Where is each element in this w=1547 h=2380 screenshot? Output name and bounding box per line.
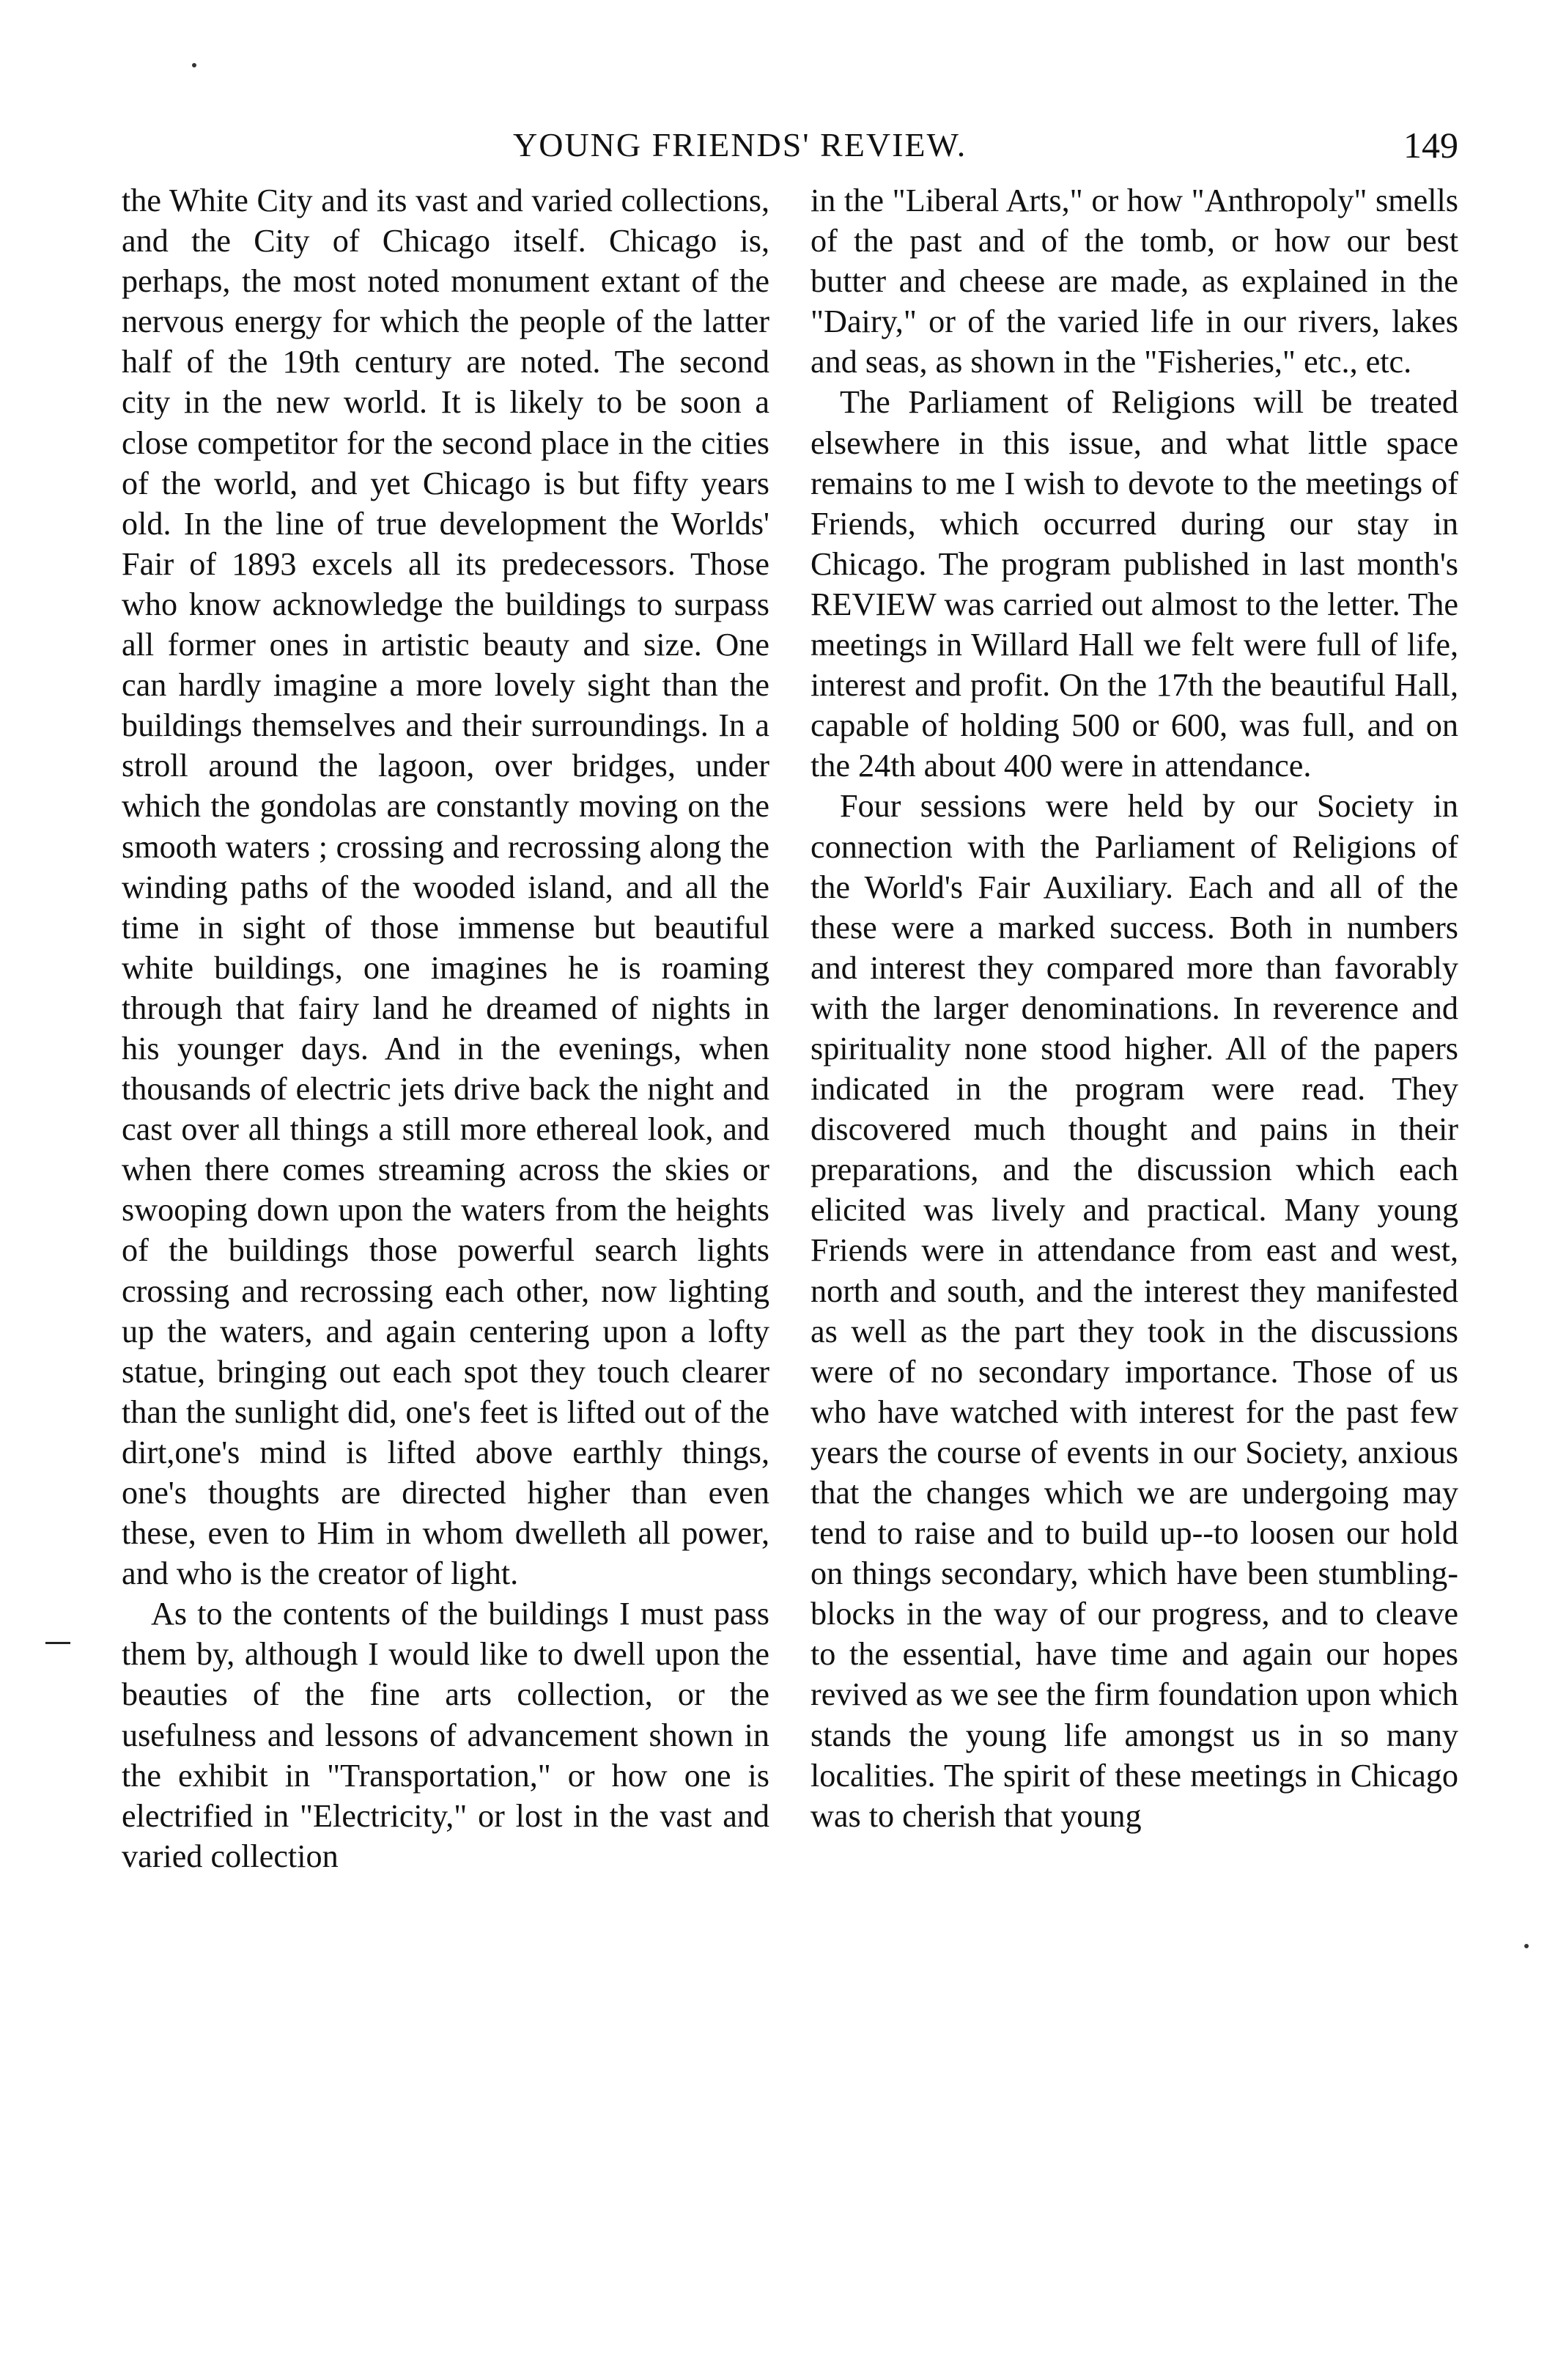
- paragraph: Four sessions were held by our Society in connection with the Parliament of Religions of the World's Fair Auxiliary. Each and all of the these were a marked success. Both in numbers and interest they compared more than favorably with the larger denominations. In reverence and spirituality none stood higher. All of the papers indicated in the program were read. They discovered much thought and pains in their preparations, and the discussion which each elicited was lively and practical. Many young Friends were in attendance from east and west, north and south, and the interest they manifested as well as the part they took in the discussions were of no secondary importance. Those of us who have watched with interest for the past few years the course of events in our Society, anxious that the changes which we are undergoing may tend to raise and to build up--to loosen our hold on things secondary, which have been stumbling-blocks in the way of our progress, and to cleave to the essential, have time and again our hopes revived as we see the firm foundation upon which stands the young life amongst us in so many localities. The spirit of these meetings in Chicago was to cherish that young: [811, 788, 1458, 1834]
- paragraph: The Parliament of Religions will be treated elsewhere in this issue, and what little space remains to me I wish to devote to the meetings of Friends, which occurred during our stay in Chicago. The program published in last month's REVIEW was carried out almost to the letter. The meetings in Willard Hall we felt were full of life, interest and profit. On the 17th the beautiful Hall, capable of holding 500 or 600, was full, and on the 24th about 400 were in attendance.: [811, 384, 1458, 784]
- left-column: [122, 180, 769, 1876]
- stray-mark: [1524, 1944, 1529, 1948]
- margin-dash: [45, 1642, 70, 1644]
- running-title: YOUNG FRIENDS' REVIEW.: [513, 126, 967, 163]
- paragraph: As to the contents of the buildings I must pass them by, although I would like to dwell upon the beauties of the fine arts collection, or the usefulness and lessons of advancement shown in the exhibit in "Transportation," or how one is electrified in "Electricity," or lost in the vast and varied collection: [122, 1596, 769, 1874]
- page-number: 149: [1403, 125, 1458, 166]
- paragraph: the White City and its vast and varied collections, and the City of Chicago itself. Chicago is, perhaps, the most noted monument extant of the nervous energy for which the people of the latter half of the 19th century are noted. The second city in the new world. It is likely to be soon a close competitor for the second place in the cities of the world, and yet Chicago is but fifty years old. In the line of true development the Worlds' Fair of 1893 excels all its predecessors. Those who know acknowledge the buildings to surpass all former ones in artistic beauty and size. One can hardly imagine a more lovely sight than the buildings themselves and their surroundings. In a stroll around the lagoon, over bridges, under which the gondolas are constantly moving on the smooth waters ; crossing and recrossing along the winding paths of the wooded island, and all the time in sight of those immense but beautiful white buildings, one imagines he is roaming through that fairy land he dreamed of nights in his younger days. And in the evenings, when thousands of electric jets drive back the night and cast over all things a still more ethereal look, and when there comes streaming across the skies or swooping down upon the waters from the heights of the buildings those powerful search lights crossing and recrossing each other, now lighting up the waters, and again centering upon a lofty statue, bringing out each spot they touch clearer than the sunlight did, one's feet is lifted out of the dirt,one's mind is lifted above earthly things, one's thoughts are directed higher than even these, even to Him in whom dwelleth all power, and who is the creator of light.: [122, 183, 769, 1592]
- paragraph: in the "Liberal Arts," or how "Anthropoly" smells of the past and of the tomb, or how our best butter and cheese are made, as explained in the "Dairy," or of the varied life in our rivers, lakes and seas, as shown in the "Fisheries," etc., etc.: [811, 183, 1458, 380]
- right-column: [811, 180, 1458, 1836]
- running-head: [117, 123, 1458, 174]
- stray-mark: [192, 63, 196, 67]
